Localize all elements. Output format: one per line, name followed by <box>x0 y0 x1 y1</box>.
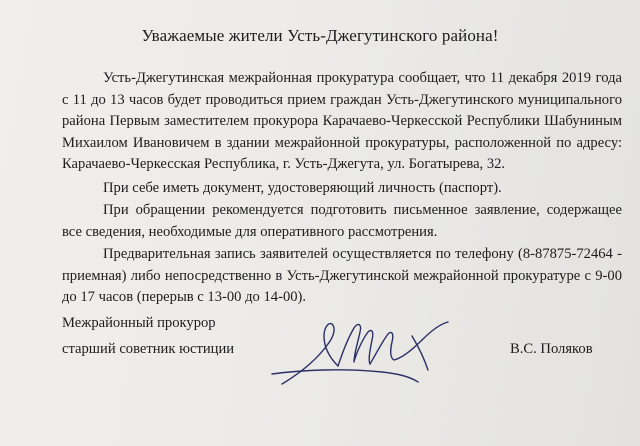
signatory-name: В.С. Поляков <box>510 341 593 357</box>
paragraph-registration: Предварительная запись заявителей осуществляется по телефону (8-87875-72464 - приемная) либо непосредственно в Усть-Джегутинской межрайонной прокуратуре с 9-00 до 17 часов (перерыв с 13-00 до 14-00). <box>62 246 622 305</box>
handwritten-signature <box>262 310 462 394</box>
signatory-position: Межрайонный прокурор <box>62 315 216 331</box>
document-title: Уважаемые жители Усть-Джегутинского района! <box>141 26 499 45</box>
signatory-rank: старший советник юстиции <box>62 341 235 357</box>
paragraph-written-application: При обращении рекомендуется подготовить письменное заявление, содержащее все сведения, необходимые для оперативного рассмотрения. <box>62 202 622 240</box>
paragraph-id-document: При себе иметь документ, удостоверяющий личность (паспорт). <box>103 180 502 196</box>
paragraph-announcement: Усть-Джегутинская межрайонная прокуратура сообщает, что 11 декабря 2019 года с 11 до 13 часов будет проводиться прием граждан Усть-Джегутинского муниципального района Первым заместителем прокурора Карачаево-Черкесской Республики Шабуниным Михаилом Ивановичем в здании межрайонной прокуратуры, расположенной по адресу: Карачаево-Черкесская Республика, г. Усть-Джегута, ул. Богатырева, 32. <box>62 70 622 172</box>
